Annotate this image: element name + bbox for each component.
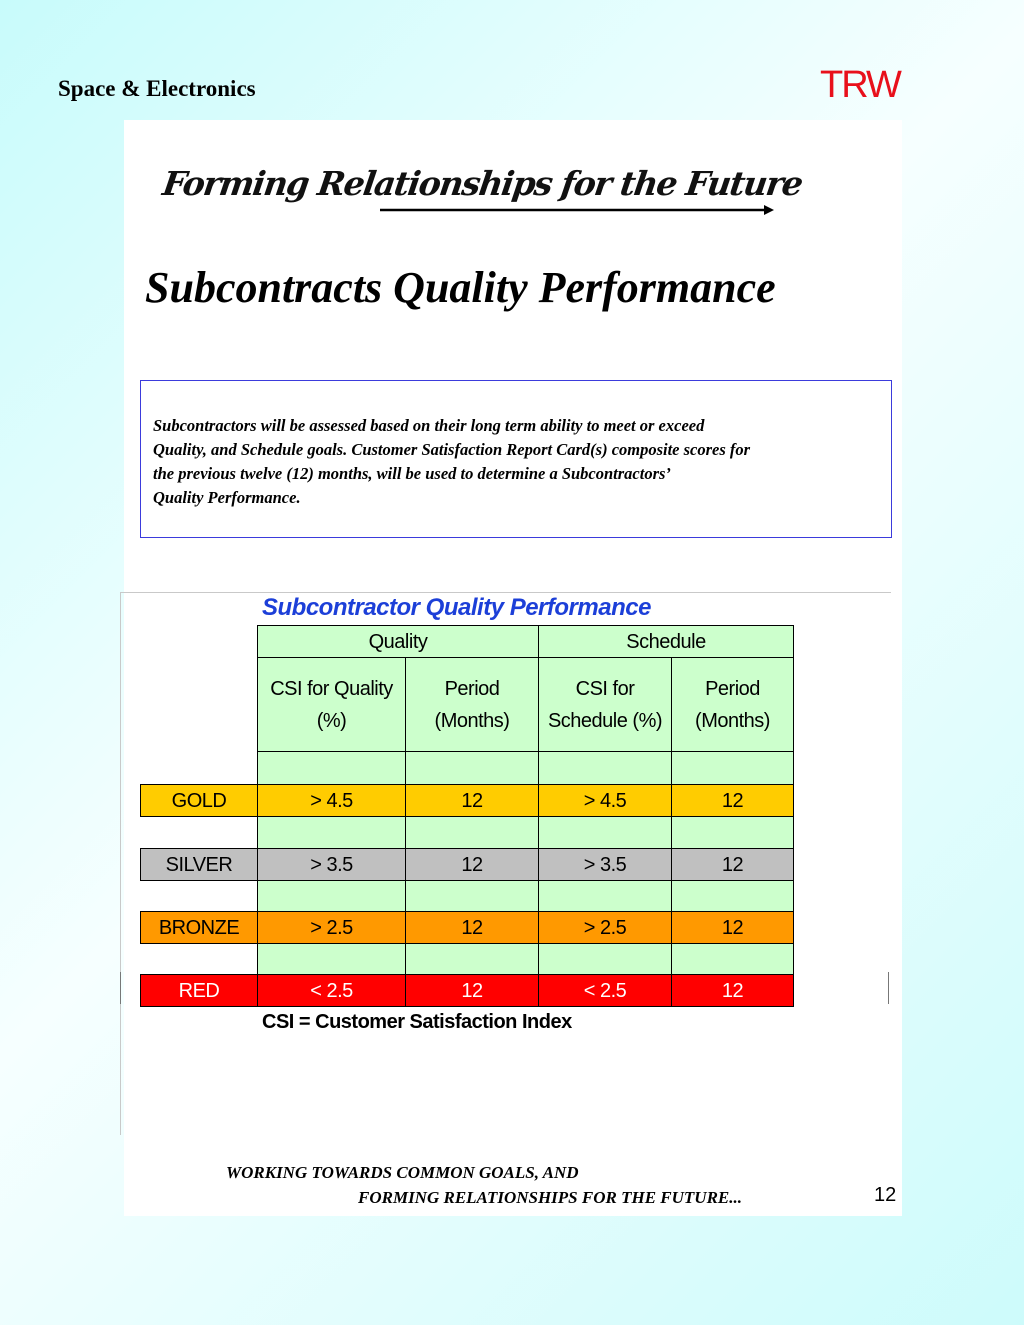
spacer-cell — [405, 816, 539, 849]
silver-period-schedule: 12 — [671, 848, 794, 881]
spacer-cell — [671, 880, 794, 912]
description-line: Quality, and Schedule goals. Customer Satisfaction Report Card(s) composite scores for — [153, 440, 751, 459]
silver-period-quality: 12 — [405, 848, 539, 881]
spacer-cell — [538, 880, 672, 912]
gold-period-quality: 12 — [405, 784, 539, 817]
table-legend: CSI = Customer Satisfaction Index — [262, 1011, 572, 1033]
spacer-cell — [671, 751, 794, 785]
header-csi-schedule: CSI for Schedule (%) — [538, 657, 672, 752]
header-quality: Quality — [257, 625, 539, 658]
spacer-cell — [538, 816, 672, 849]
spacer-cell — [405, 751, 539, 785]
silver-csi-quality: > 3.5 — [257, 848, 406, 881]
spacer-cell — [257, 816, 406, 849]
page-number: 12 — [874, 1184, 897, 1206]
header-period-schedule: Period (Months) — [671, 657, 794, 752]
header-schedule: Schedule — [538, 625, 794, 658]
tier-silver: SILVER — [140, 848, 258, 881]
gold-csi-schedule: > 4.5 — [538, 784, 672, 817]
table-title: Subcontractor Quality Performance — [262, 594, 651, 621]
trw-logo: TRW — [820, 64, 900, 106]
description-text — [153, 414, 883, 510]
spacer-cell — [538, 943, 672, 975]
spacer-cell — [257, 751, 406, 785]
silver-csi-schedule: > 3.5 — [538, 848, 672, 881]
red-period-schedule: 12 — [671, 974, 794, 1007]
tagline-arrow-icon — [380, 202, 776, 218]
description-box — [140, 380, 892, 538]
spacer-cell — [671, 816, 794, 849]
red-csi-schedule: < 2.5 — [538, 974, 672, 1007]
company-name: Space & Electronics — [58, 76, 256, 101]
frame-divider — [120, 972, 121, 1004]
footer-line-2: FORMING RELATIONSHIPS FOR THE FUTURE... — [358, 1188, 742, 1207]
spacer-cell — [538, 751, 672, 785]
bronze-csi-schedule: > 2.5 — [538, 911, 672, 944]
red-csi-quality: < 2.5 — [257, 974, 406, 1007]
gold-period-schedule: 12 — [671, 784, 794, 817]
red-period-quality: 12 — [405, 974, 539, 1007]
spacer-cell — [671, 943, 794, 975]
bronze-period-schedule: 12 — [671, 911, 794, 944]
footer-line-1: WORKING TOWARDS COMMON GOALS, AND — [226, 1163, 579, 1182]
gold-csi-quality: > 4.5 — [257, 784, 406, 817]
description-line: Quality Performance. — [153, 488, 301, 507]
page-title: Subcontracts Quality Performance — [145, 263, 776, 312]
description-line: Subcontractors will be assessed based on their long term ability to meet or exceed — [153, 416, 705, 435]
description-line: the previous twelve (12) months, will be used to determine a Subcontractors’ — [153, 464, 671, 483]
header-period-quality: Period (Months) — [405, 657, 539, 752]
spacer-cell — [405, 943, 539, 975]
bronze-csi-quality: > 2.5 — [257, 911, 406, 944]
bronze-period-quality: 12 — [405, 911, 539, 944]
header-csi-quality: CSI for Quality (%) — [257, 657, 406, 752]
slide-tagline: Forming Relationships for the Future — [160, 164, 805, 203]
tier-bronze: BRONZE — [140, 911, 258, 944]
spacer-cell — [405, 880, 539, 912]
spacer-cell — [257, 943, 406, 975]
tier-red: RED — [140, 974, 258, 1007]
frame-divider — [888, 972, 889, 1004]
tier-gold: GOLD — [140, 784, 258, 817]
spacer-cell — [257, 880, 406, 912]
